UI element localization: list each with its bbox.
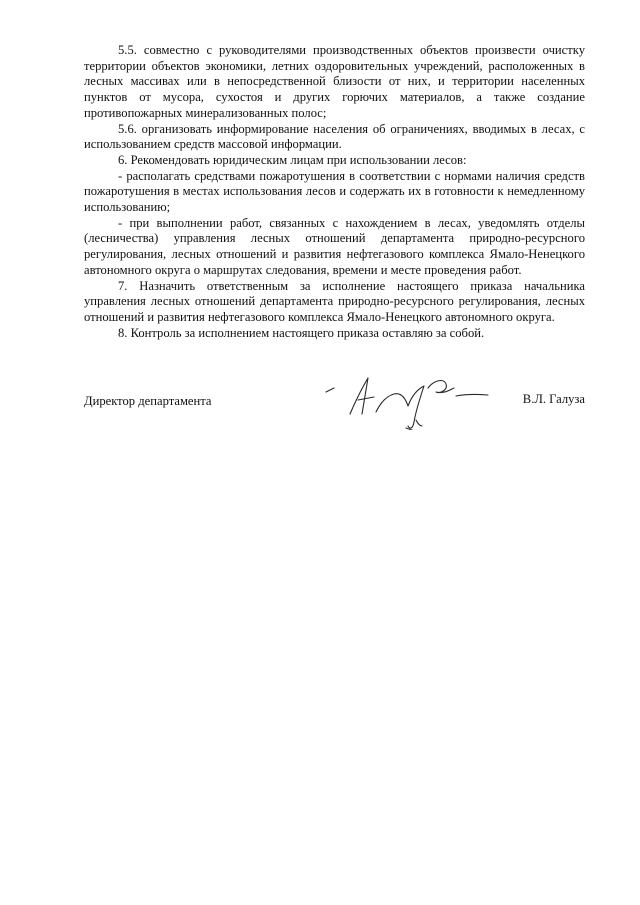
signatory-name: В.Л. Галуза [522,392,585,406]
document-body [84,43,585,341]
paragraph-7: 7. Назначить ответственным за исполнение настоящего приказа начальника управления лесных отношений департамента природно-ресурсного регулирования, лесных отношений и развития нефтегазового комплекса Ямало-Ненецкого автономного округа. [84,278,585,324]
paragraph-8: 8. Контроль за исполнением настоящего приказа оставляю за собой. [118,325,485,340]
paragraph-5-6: 5.6. организовать информирование населения об ограничениях, вводимых в лесах, с использованием средств массовой информации. [84,121,585,152]
paragraph-6-item-2: - при выполнении работ, связанных с нахождением в лесах, уведомлять отделы (лесничества) управления лесных отношений департамента природно-ресурсного регулирования, лесных отношений и развития нефтегазового комплекса Ямало-Ненецкого автономного округа о маршрутах следования, времени и месте проведения работ. [84,215,585,277]
signatory-title: Директор департамента [84,394,212,408]
paragraph-6-item-1: - располагать средствами пожаротушения в соответствии с нормами наличия средств пожаротушения в местах использования лесов и содержать их в готовности к немедленному использованию; [84,168,585,215]
signature-block [84,392,585,422]
handwritten-signature [316,370,516,430]
paragraph-5-5: 5.5. совместно с руководителями производственных объектов произвести очистку территории объектов экономики, летних оздоровительных учреждений, расположенных в лесных массивах или в непосредственной близости от них, и территории населенных пунктов от мусора, сухостоя и других горючих материалов, а также создание противопожарных минерализованных полос; [84,43,585,120]
paragraph-6: 6. Рекомендовать юридическим лицам при использовании лесов: [118,152,467,167]
